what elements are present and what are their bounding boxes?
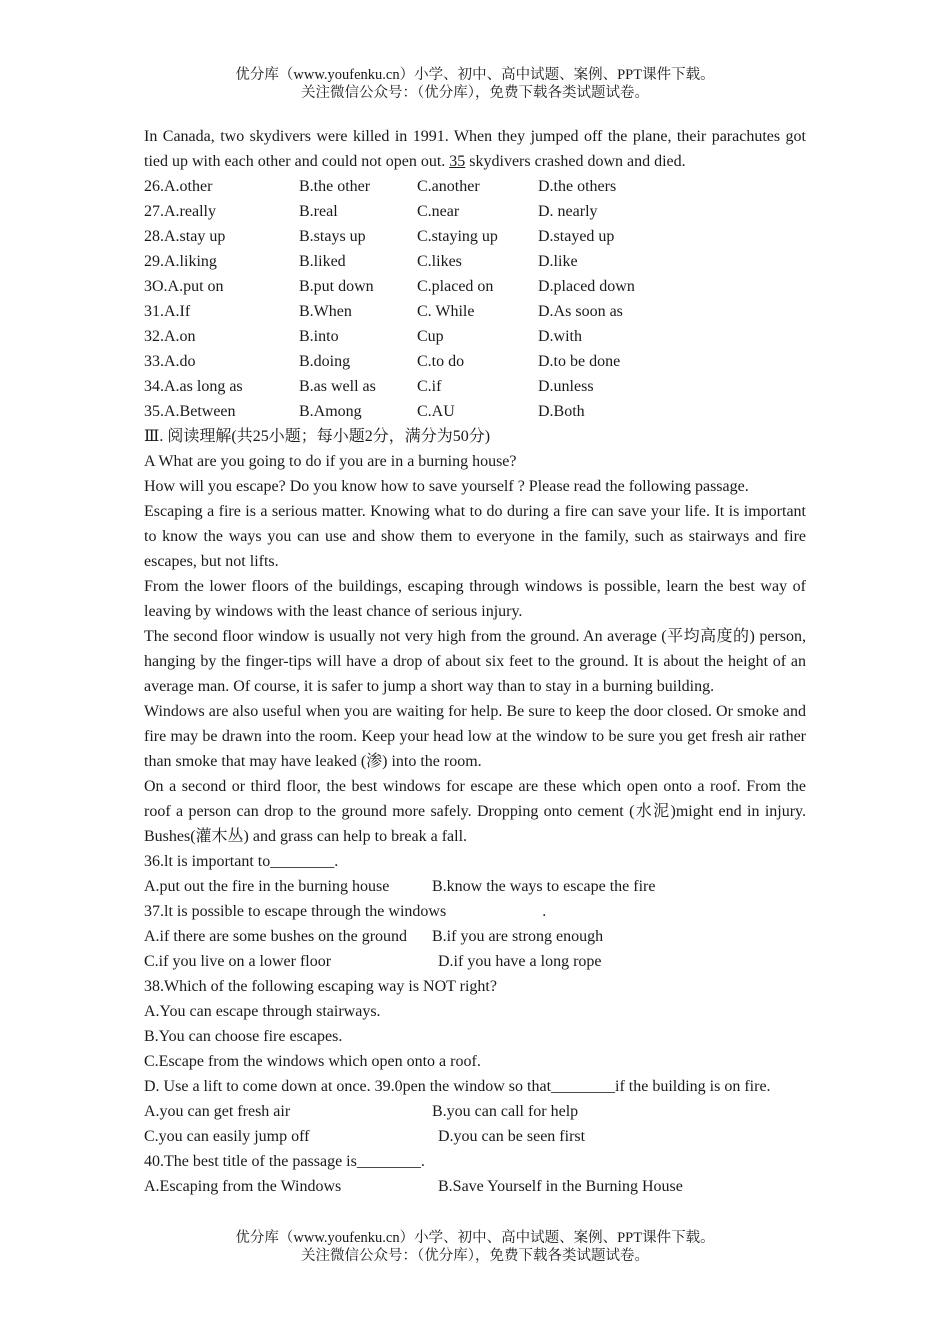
question-39-options-cd [144, 1124, 806, 1149]
option-row [144, 174, 806, 199]
option-c: C.near [417, 203, 460, 220]
option-b: B.into [299, 328, 339, 345]
option-c: C.staying up [417, 228, 498, 245]
option-a: 3O.A.put on [144, 278, 224, 295]
footer-line-1: 优分库（www.youfenku.cn）小学、初中、高中试题、案例、PPT课件下载。 [235, 1230, 715, 1246]
option-c: C.you can easily jump off [144, 1128, 310, 1145]
question-36-options [144, 874, 806, 899]
option-a: 28.A.stay up [144, 228, 226, 245]
option-b: B.Save Yourself in the Burning House [438, 1178, 683, 1195]
option-b: B.as well as [299, 378, 376, 395]
option-b: B.you can call for help [432, 1103, 579, 1120]
option-a: 26.A.other [144, 178, 213, 195]
option-b: B.liked [299, 253, 346, 270]
option-b: B.Among [299, 403, 362, 420]
question-38: 38.Which of the following escaping way is NOT right? [144, 978, 497, 995]
option-c: C.to do [417, 353, 465, 370]
option-b: B.real [299, 203, 338, 220]
header-line-1: 优分库（www.youfenku.cn）小学、初中、高中试题、案例、PPT课件下载。 [235, 67, 715, 83]
option-d: D.placed down [538, 278, 635, 295]
option-row [144, 349, 806, 374]
option-d: D.As soon as [538, 303, 623, 320]
option-b: B.When [299, 303, 352, 320]
option-b: B.You can choose fire escapes. [144, 1028, 343, 1045]
option-d: D.if you have a long rope [438, 953, 602, 970]
question-40-options [144, 1174, 806, 1199]
option-b: B.if you are strong enough [432, 928, 604, 945]
option-d: D.the others [538, 178, 617, 195]
option-d-and-question-39: D. Use a lift to come down at once. 39.0pen the window so that________if the building is on fire. [144, 1078, 771, 1095]
question-40: 40.The best title of the passage is________. [144, 1153, 425, 1170]
question-36: 36.lt is important to________. [144, 853, 339, 870]
passage-paragraph: The second floor window is usually not very high from the ground. An average (平均高度的) person, hanging by the finger-tips will have a drop of about six feet to the ground. It is about the height of an average man. Of course, it is safer to jump a short way than to stay in a burning building. [144, 628, 806, 695]
option-row [144, 274, 806, 299]
option-b: B.put down [299, 278, 374, 295]
option-b: B.doing [299, 353, 351, 370]
option-row [144, 299, 806, 324]
option-a: 34.A.as long as [144, 378, 243, 395]
option-d: D.stayed up [538, 228, 615, 245]
option-d: D.unless [538, 378, 594, 395]
option-b: B.know the ways to escape the fire [432, 878, 656, 895]
question-37-text: 37.lt is possible to escape through the windows [144, 903, 447, 920]
option-row [144, 224, 806, 249]
cloze-options-list [144, 174, 806, 424]
page-header [0, 66, 950, 102]
question-37-options-cd [144, 949, 806, 974]
question-39-options-ab [144, 1099, 806, 1124]
option-d: D.you can be seen first [438, 1128, 586, 1145]
passage-paragraph: How will you escape? Do you know how to save yourself ? Please read the following passage. [144, 478, 749, 495]
question-37-end: . [542, 903, 547, 920]
question-37 [144, 899, 806, 924]
option-a: 27.A.really [144, 203, 216, 220]
option-d: D.with [538, 328, 582, 345]
option-row [144, 399, 806, 424]
passage-paragraph: A What are you going to do if you are in a burning house? [144, 453, 517, 470]
passage-paragraph: From the lower floors of the buildings, escaping through windows is possible, learn the best way of leaving by windows with the least chance of serious injury. [144, 578, 806, 620]
option-row [144, 199, 806, 224]
option-c: C.AU [417, 403, 455, 420]
option-row [144, 374, 806, 399]
option-a: A.put out the fire in the burning house [144, 878, 390, 895]
question-37-options-ab [144, 924, 806, 949]
option-d: D.to be done [538, 353, 621, 370]
passage-paragraph: Escaping a fire is a serious matter. Knowing what to do during a fire can save your life. It is important to know the ways you can use and show them to everyone in the family, such as stairways and fire escapes, but not lifts. [144, 503, 806, 570]
option-b: B.the other [299, 178, 371, 195]
section-title: Ⅲ. 阅读理解(共25小题；每小题2分，满分为50分) [144, 428, 491, 445]
option-a: 32.A.on [144, 328, 196, 345]
option-c: C.another [417, 178, 480, 195]
option-a: 29.A.liking [144, 253, 217, 270]
option-c: C.if [417, 378, 442, 395]
intro-text-before: In Canada, two skydivers were killed in 1991. When they jumped off the plane, their parachutes got tied up with each other and could not open out. [144, 128, 806, 170]
option-d: D. nearly [538, 203, 598, 220]
option-a: 35.A.Between [144, 403, 236, 420]
option-a: A.You can escape through stairways. [144, 1003, 381, 1020]
option-c: Cup [417, 328, 444, 345]
option-row [144, 249, 806, 274]
option-a: A.if there are some bushes on the ground [144, 928, 408, 945]
option-a: 33.A.do [144, 353, 196, 370]
exam-content [144, 124, 806, 1199]
option-c: C. While [417, 303, 475, 320]
option-row [144, 324, 806, 349]
option-c: C.Escape from the windows which open onto a roof. [144, 1053, 481, 1070]
option-a: 31.A.If [144, 303, 191, 320]
option-a: A.you can get fresh air [144, 1103, 291, 1120]
option-b: B.stays up [299, 228, 366, 245]
passage-paragraph: On a second or third floor, the best windows for escape are these which open onto a roof. From the roof a person can drop to the ground more safely. Dropping onto cement (水泥)might end in injury. Bushes(灌木丛) and grass can help to break a fall. [144, 778, 806, 845]
cloze-intro [144, 124, 806, 174]
page-footer [0, 1229, 950, 1265]
option-d: D.like [538, 253, 578, 270]
option-a: A.Escaping from the Windows [144, 1178, 342, 1195]
option-c: C.likes [417, 253, 462, 270]
passage-paragraph: Windows are also useful when you are waiting for help. Be sure to keep the door closed. Or smoke and fire may be drawn into the room. Keep your head low at the window to be sure you get fresh air rather than smoke that may have leaked (渗) into the room. [144, 703, 806, 770]
option-c: C.if you live on a lower floor [144, 953, 332, 970]
intro-blank-number: 35 [449, 153, 466, 170]
option-c: C.placed on [417, 278, 494, 295]
footer-line-2: 关注微信公众号：（优分库），免费下载各类试题试卷。 [301, 1248, 649, 1264]
option-d: D.Both [538, 403, 585, 420]
header-line-2: 关注微信公众号：（优分库），免费下载各类试题试卷。 [301, 85, 649, 101]
intro-text-after: skydivers crashed down and died. [469, 153, 686, 170]
